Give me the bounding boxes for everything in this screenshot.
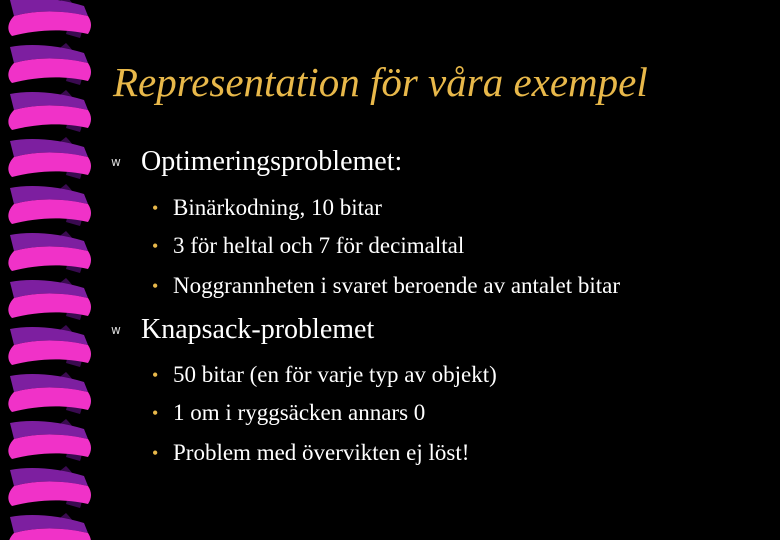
sub-bullet-icon: • (152, 236, 159, 256)
sub-bullet-text: Problem med övervikten ej löst! (173, 440, 470, 465)
sub-bullet-item (152, 233, 465, 258)
sub-bullet-text: Noggrannheten i svaret beroende av antalet bitar (173, 273, 621, 298)
sub-bullet-icon: • (152, 198, 159, 218)
sub-bullet-icon: • (152, 276, 159, 296)
sub-bullet-text: 1 om i ryggsäcken annars 0 (173, 400, 426, 425)
slide-title: Representation för våra exempel (113, 59, 648, 105)
sub-bullet-item (152, 273, 621, 298)
section-heading: Optimeringsproblemet: (141, 146, 403, 177)
sub-bullet-item (152, 362, 497, 387)
bullet-icon: w (111, 155, 121, 169)
sub-bullet-text: 50 bitar (en för varje typ av objekt) (173, 362, 497, 387)
sub-bullet-item (152, 400, 426, 425)
sub-bullet-item (152, 440, 470, 465)
bullet-icon: w (111, 323, 121, 337)
sub-bullet-icon: • (152, 365, 159, 385)
section-heading: Knapsack-problemet (141, 314, 375, 345)
sub-bullet-icon: • (152, 443, 159, 463)
sub-bullet-text: Binärkodning, 10 bitar (173, 195, 382, 220)
sub-bullet-text: 3 för heltal och 7 för decimaltal (173, 233, 465, 258)
spiral-ribbon-decoration (0, 0, 105, 540)
sub-bullet-item (152, 195, 382, 220)
bullet-knapsack-problemet (111, 314, 375, 345)
sub-bullet-icon: • (152, 403, 159, 423)
bullet-optimeringsproblemet (111, 146, 403, 177)
